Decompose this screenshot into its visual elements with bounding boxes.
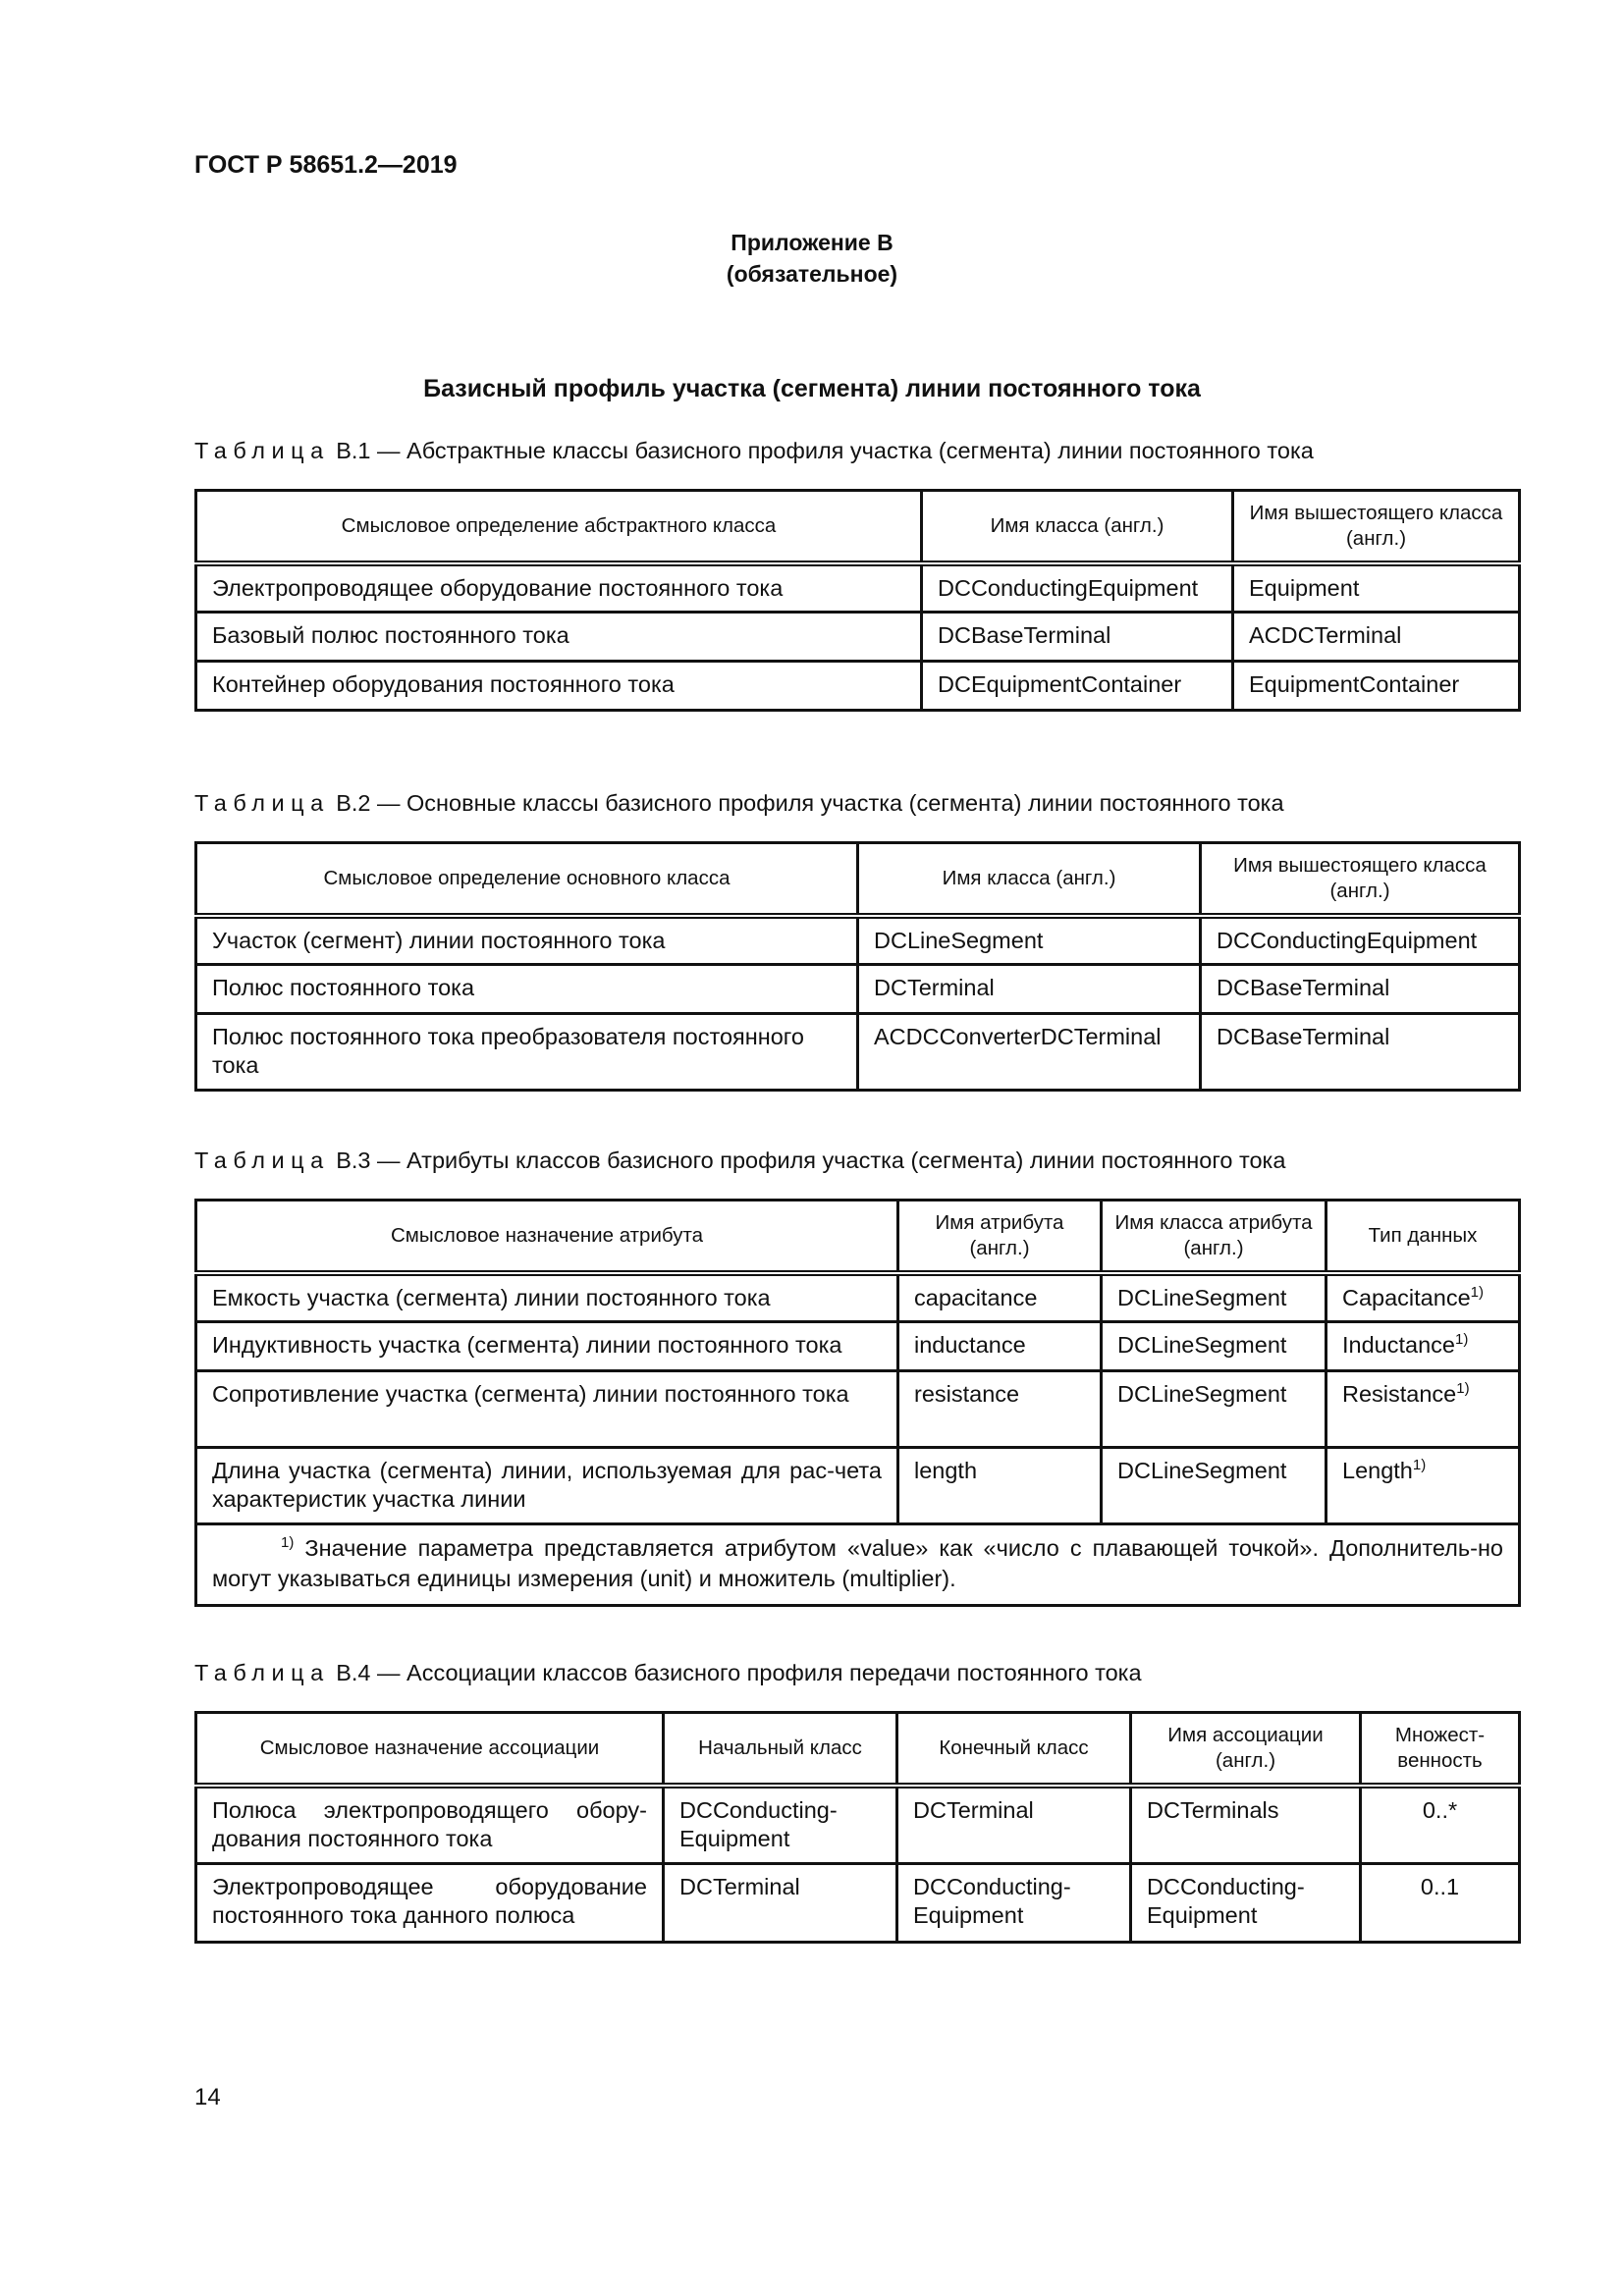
table-footnote-row <box>196 1524 1520 1606</box>
table-cell: DCConductingEquipment <box>1201 916 1520 965</box>
table2-header-cell: Смысловое определение основного класса <box>196 843 858 916</box>
table-cell: DCBaseTerminal <box>1201 1014 1520 1091</box>
standard-number: ГОСТ Р 58651.2—2019 <box>194 151 458 179</box>
footnote-text: Значение параметра представляется атрибутом «value» как «число с плавающей точкой». Дополнитель-но могут указываться единицы измерения (unit) и множитель (multiplier). <box>212 1535 1504 1591</box>
table-cell: DCBaseTerminal <box>922 613 1233 662</box>
table-row <box>196 1371 1520 1448</box>
table4-header-cell: Конечный класс <box>897 1713 1131 1786</box>
table1-caption-label: Таблица <box>194 438 330 463</box>
table-row <box>196 965 1520 1014</box>
table-cell: DCTerminal <box>897 1786 1131 1864</box>
table-cell: EquipmentContainer <box>1233 662 1520 711</box>
data-type-value: Length <box>1342 1458 1413 1483</box>
table-cell: DCConducting-Equipment <box>1131 1864 1361 1943</box>
table-cell: DCLineSegment <box>1102 1322 1326 1371</box>
footnote-ref: 1) <box>1470 1283 1484 1301</box>
table1-header-cell: Имя вышестоящего класса (англ.) <box>1233 491 1520 563</box>
table4-header-cell: Смысловое назначение ассоциации <box>196 1713 664 1786</box>
table-footnote <box>196 1524 1520 1606</box>
table-cell: inductance <box>898 1322 1102 1371</box>
table-cell: length <box>898 1448 1102 1524</box>
table-cell: Сопротивление участка (сегмента) линии постоянного тока <box>196 1371 898 1448</box>
table1-caption <box>194 438 1314 464</box>
table3-header-cell: Тип данных <box>1326 1201 1520 1273</box>
table-row <box>196 1786 1520 1864</box>
table-cell: Длина участка (сегмента) линии, используемая для рас-чета характеристик участка линии <box>196 1448 898 1524</box>
table-cell: Электропроводящее оборудование постоянного тока данного полюса <box>196 1864 664 1943</box>
table1-header-cell: Смысловое определение абстрактного класса <box>196 491 922 563</box>
table4-caption-label: Таблица <box>194 1660 330 1685</box>
table-cell: Электропроводящее оборудование постоянного тока <box>196 563 922 613</box>
data-type-value: Inductance <box>1342 1332 1455 1358</box>
table3-header-cell: Имя класса атрибута (англ.) <box>1102 1201 1326 1273</box>
table-cell: 0..* <box>1361 1786 1520 1864</box>
data-type-value: Capacitance <box>1342 1284 1471 1310</box>
table-cell: ACDCTerminal <box>1233 613 1520 662</box>
table-row <box>196 1448 1520 1524</box>
table4-caption <box>194 1660 1142 1686</box>
footnote-mark: 1) <box>281 1534 295 1552</box>
table-row <box>196 916 1520 965</box>
table-cell: DCLineSegment <box>1102 1273 1326 1322</box>
table3-caption <box>194 1148 1285 1174</box>
table2-caption-label: Таблица <box>194 790 330 816</box>
appendix-status: (обязательное) <box>726 261 898 287</box>
table-cell: 0..1 <box>1361 1864 1520 1943</box>
table-row <box>196 613 1520 662</box>
table-cell: Equipment <box>1233 563 1520 613</box>
table4-header-cell: Множест-венность <box>1361 1713 1520 1786</box>
table-row <box>196 1864 1520 1943</box>
table-cell: resistance <box>898 1371 1102 1448</box>
table4-header-cell: Имя ассоциации (англ.) <box>1131 1713 1361 1786</box>
table-cell: Контейнер оборудования постоянного тока <box>196 662 922 711</box>
table-cell: DCConductingEquipment <box>922 563 1233 613</box>
table2-caption-text: В.2 — Основные классы базисного профиля участка (сегмента) линии постоянного тока <box>336 790 1284 816</box>
table-cell: Емкость участка (сегмента) линии постоянного тока <box>196 1273 898 1322</box>
table3-header-cell: Смысловое назначение атрибута <box>196 1201 898 1273</box>
table4-header-cell: Начальный класс <box>664 1713 897 1786</box>
footnote-ref: 1) <box>1456 1380 1470 1398</box>
table-cell: ACDCConverterDCTerminal <box>858 1014 1201 1091</box>
table1-caption-text: В.1 — Абстрактные классы базисного профиля участка (сегмента) линии постоянного тока <box>336 438 1314 463</box>
table2-caption <box>194 790 1284 817</box>
table1-header-cell: Имя класса (англ.) <box>922 491 1233 563</box>
table-cell: DCConducting-Equipment <box>664 1786 897 1864</box>
table2 <box>194 841 1521 1092</box>
footnote-ref: 1) <box>1412 1457 1427 1474</box>
appendix-title: Приложение В <box>731 230 893 255</box>
table-cell: DCConducting-Equipment <box>897 1864 1131 1943</box>
table-cell: Полюс постоянного тока <box>196 965 858 1014</box>
table-cell <box>1326 1371 1520 1448</box>
table-row <box>196 1014 1520 1091</box>
table1 <box>194 489 1521 712</box>
table-cell <box>1326 1322 1520 1371</box>
table-row <box>196 563 1520 613</box>
table-row <box>196 1322 1520 1371</box>
table-cell: DCTerminal <box>858 965 1201 1014</box>
table-cell: DCTerminals <box>1131 1786 1361 1864</box>
table4-caption-text: В.4 — Ассоциации классов базисного профиля передачи постоянного тока <box>336 1660 1142 1685</box>
table-cell: DCLineSegment <box>1102 1371 1326 1448</box>
table-cell: DCTerminal <box>664 1864 897 1943</box>
table-cell: DCLineSegment <box>858 916 1201 965</box>
table3-caption-text: В.3 — Атрибуты классов базисного профиля участка (сегмента) линии постоянного тока <box>336 1148 1286 1173</box>
table4 <box>194 1711 1521 1944</box>
table3-caption-label: Таблица <box>194 1148 330 1173</box>
table2-header-cell: Имя класса (англ.) <box>858 843 1201 916</box>
table-cell: Полюс постоянного тока преобразователя постоянного тока <box>196 1014 858 1091</box>
table-cell: DCBaseTerminal <box>1201 965 1520 1014</box>
table-cell: DCLineSegment <box>1102 1448 1326 1524</box>
table-cell: Индуктивность участка (сегмента) линии постоянного тока <box>196 1322 898 1371</box>
table-row <box>196 662 1520 711</box>
table-cell: Полюса электропроводящего обору-дования постоянного тока <box>196 1786 664 1864</box>
table-cell <box>1326 1448 1520 1524</box>
table2-header-cell: Имя вышестоящего класса (англ.) <box>1201 843 1520 916</box>
footnote-ref: 1) <box>1454 1331 1469 1349</box>
profile-title: Базисный профиль участка (сегмента) линии постоянного тока <box>423 375 1201 402</box>
table-cell: Базовый полюс постоянного тока <box>196 613 922 662</box>
table3-header-cell: Имя атрибута (англ.) <box>898 1201 1102 1273</box>
table-row <box>196 1273 1520 1322</box>
table-cell: Участок (сегмент) линии постоянного тока <box>196 916 858 965</box>
table-cell: DCEquipmentContainer <box>922 662 1233 711</box>
appendix-heading <box>0 227 1624 290</box>
table-cell <box>1326 1273 1520 1322</box>
data-type-value: Resistance <box>1342 1381 1457 1407</box>
table-cell: capacitance <box>898 1273 1102 1322</box>
table3 <box>194 1199 1521 1607</box>
page-number: 14 <box>194 2084 221 2110</box>
